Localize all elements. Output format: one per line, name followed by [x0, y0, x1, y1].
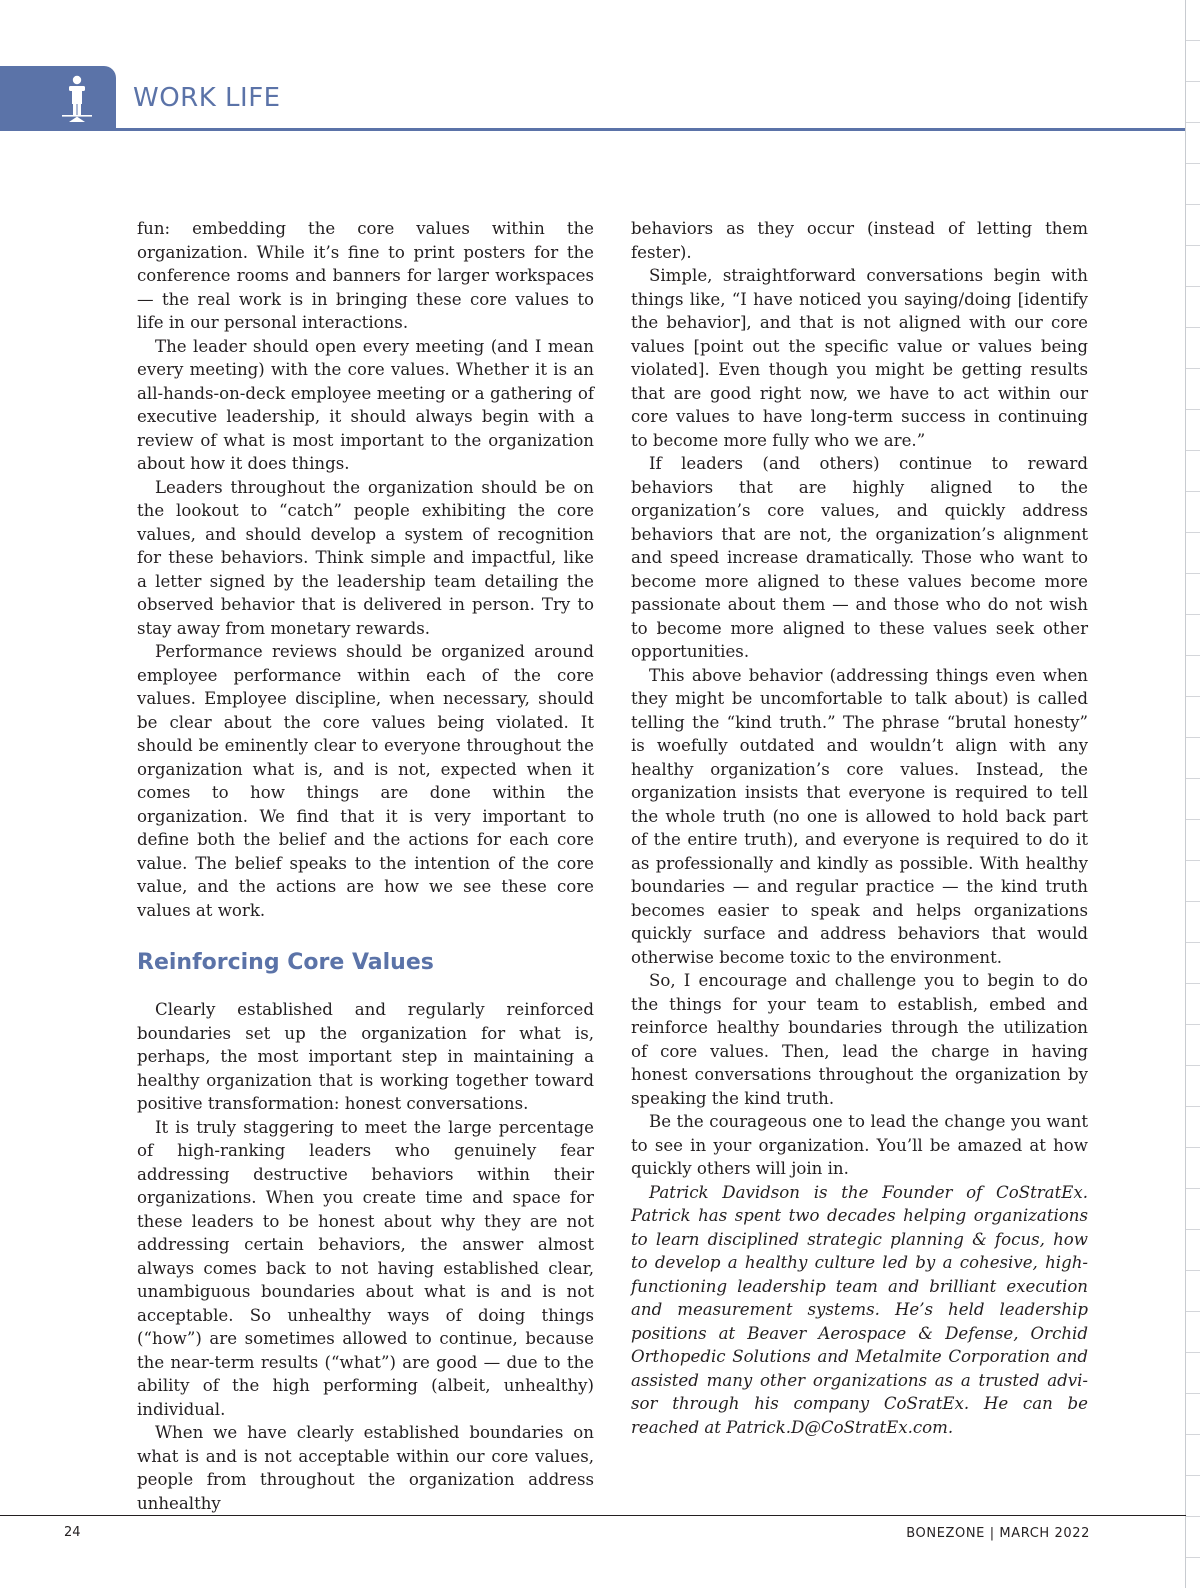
body-paragraph: The leader should open every meeting (and I mean every meeting) with the core values. Whether it is an all-hands-on-deck employee meeting or a gathering of executive leadership, it should always begin with a review of what is most important to the organization about how it does things.: [137, 336, 594, 473]
author-bio: Patrick Davidson is the Founder of CoStratEx. Patrick has spent two decades helping organizations to learn disciplined strategic planning & focus, how to develop a healthy culture led by a cohesive, high-functioning leadership team and brilliant execution and measurement systems. He’s held leadership positions at Beaver Aerospace & Defense, Orchid Orthopedic Solutions and Metalmite Corporation and assisted many other organizations as a trusted advisor through his company CoSratEx. He can be reached at Patrick.D@CoStratEx.com.: [631, 1182, 1088, 1437]
section-header-tab: [0, 66, 116, 130]
subheading: Reinforcing Core Values: [137, 950, 434, 975]
person-on-platform-icon: [57, 75, 97, 125]
publication-issue: BONEZONE | MARCH 2022: [906, 1526, 1090, 1541]
left-column: [137, 217, 594, 1515]
body-paragraph: Performance reviews should be organized around employee performance within each of the core values. Employee discipline, when necessary, should be clear about the core values being violated. It should be eminently clear to everyone throughout the organization what is, and is not, expected when it comes to how things are done within the organization. We find that it is very important to define both the belief and the actions for each core value. The belief speaks to the intention of the core value, and the actions are how we see these core values at work.: [137, 642, 594, 920]
header-rule: [0, 128, 1186, 131]
right-column: [631, 217, 1088, 1439]
body-paragraph: This above behavior (addressing things even when they might be uncomfortable to talk about) is called telling the “kind truth.” The phrase “brutal honesty” is woefully outdated and wouldn’t align with any healthy organization’s core values. Instead, the organization insists that everyone is required to tell the whole truth (no one is allowed to hold back part of the entire truth), and everyone is required to do it as professionally and kindly as possible. With healthy boundaries — and regular practice — the kind truth becomes easier to speak and helps organizations quickly surface and address behaviors that would otherwise become toxic to the environment.: [631, 665, 1088, 967]
body-paragraph: When we have clearly established boundaries on what is and is not acceptable within our core values, people from throughout the organization address unhealthy: [137, 1423, 594, 1513]
body-paragraph: fun: embedding the core values within the organization. While it’s fine to print posters for the conference rooms and banners for larger workspaces — the real work is in bringing these core values to life in our personal interactions.: [137, 219, 594, 332]
body-paragraph: behaviors as they occur (instead of letting them fester).: [631, 219, 1088, 262]
body-paragraph: It is truly staggering to meet the large percentage of high-ranking leaders who genuinely fear addressing destructive behaviors within their organizations. When you create time and space for these leaders to be honest about why they are not addressing certain behaviors, the answer almost always comes back to not having established clear, unambiguous boundaries about what is and is not acceptable. So unhealthy ways of doing things (“how”) are sometimes allowed to continue, because the near-term results (“what”) are good — due to the ability of the high performing (albeit, unhealthy) individual.: [137, 1117, 594, 1419]
body-paragraph: Simple, straightforward conversations begin with things like, “I have noticed you saying/doing [identify the behavior], and that is not aligned with our core values [point out the specific value or values being violated]. Even though you might be getting results that are good right now, we have to act within our core values to have long-term success in continuing to become more fully who we are.”: [631, 266, 1088, 450]
page-number: 24: [64, 1525, 81, 1540]
page-edge: [1185, 0, 1200, 1588]
body-paragraph: Leaders throughout the organization should be on the lookout to “catch” people exhibiting the core values, and should develop a system of recognition for these behaviors. Think simple and impactful, like a letter signed by the leadership team detailing the observed behavior that is delivered in person. Try to stay away from monetary rewards.: [137, 477, 594, 638]
body-paragraph: If leaders (and others) continue to reward behaviors that are highly aligned to the organization’s core values, and quickly address behaviors that are not, the organization’s alignment and speed increase dramatically. Those who want to become more aligned to these values become more passionate about them — and those who do not wish to become more aligned to these values seek other opportunities.: [631, 454, 1088, 661]
body-paragraph: So, I encourage and challenge you to begin to do the things for your team to establish, embed and reinforce healthy boundaries through the utilization of core values. Then, lead the charge in having honest conversations throughout the organization by speaking the kind truth.: [631, 971, 1088, 1108]
section-title: WORK LIFE: [133, 83, 281, 113]
body-paragraph: Be the courageous one to lead the change you want to see in your organization. You’ll be amazed at how quickly others will join in.: [631, 1112, 1088, 1178]
body-paragraph: Clearly established and regularly reinforced boundaries set up the organization for what is, perhaps, the most important step in maintaining a healthy organization that is working together toward positive transformation: honest conversations.: [137, 1000, 594, 1113]
footer-rule: [0, 1515, 1186, 1516]
